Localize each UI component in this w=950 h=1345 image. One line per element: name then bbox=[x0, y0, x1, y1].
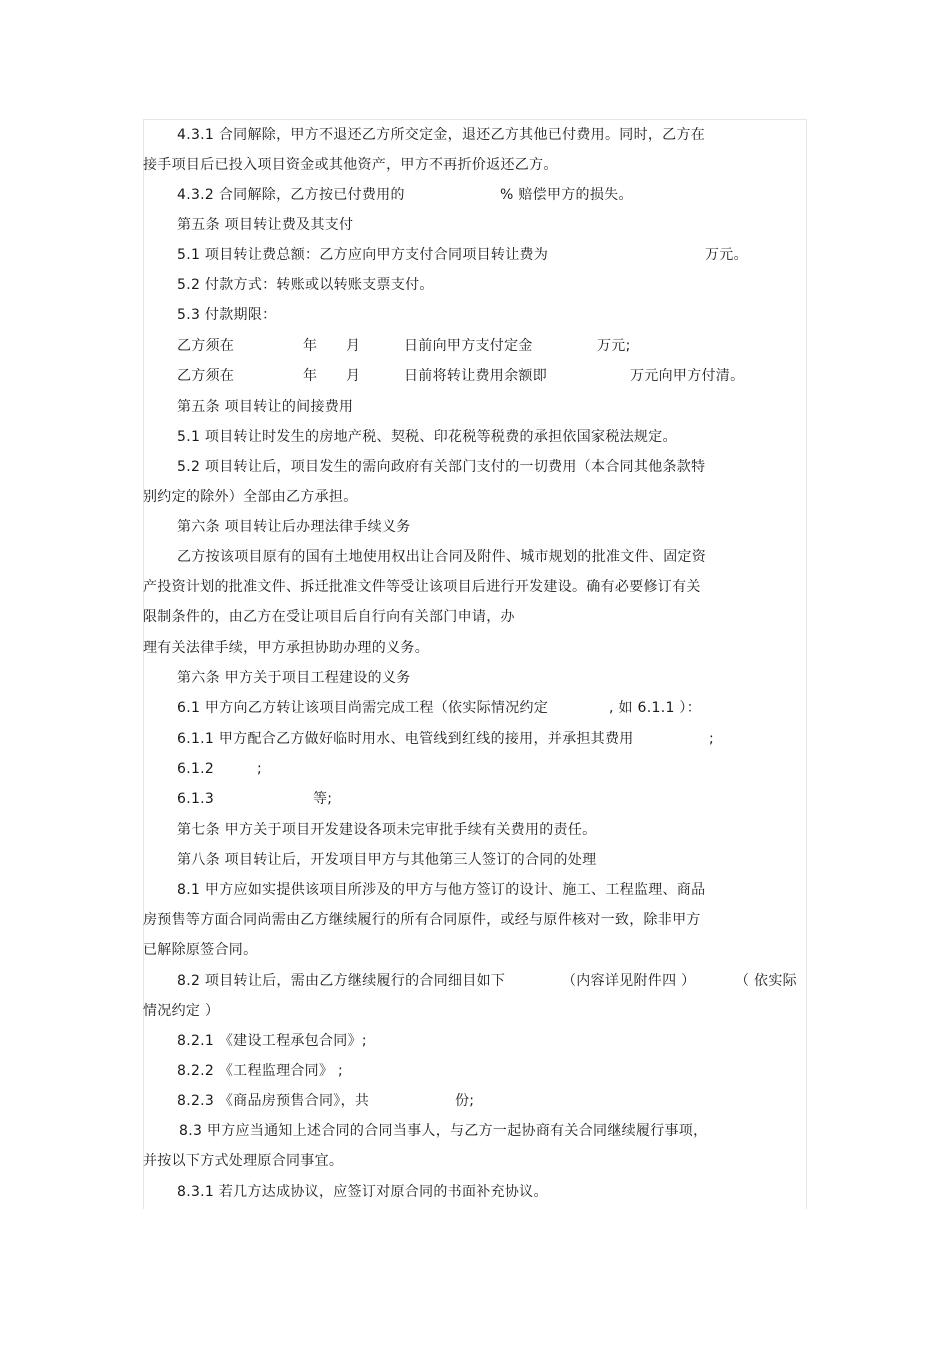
text-line-9-part-3: 月 bbox=[346, 368, 361, 384]
text-line-5-part-1: 5.1 项目转让费总额：乙方应向甲方支付合同项目转让费为 bbox=[177, 247, 549, 263]
text-line-20-part-2: , 如 6.1.1 ）： bbox=[609, 700, 702, 716]
text-line-17: 限制条件的，由乙方在受让项目后自行向有关部门申请，办 bbox=[143, 609, 515, 625]
text-line-20-part-1: 6.1 甲方向乙方转让该项目尚需完成工程（依实际情况约定 bbox=[177, 700, 549, 716]
text-line-29-part-1: 8.2 项目转让后，需由乙方继续履行的合同细目如下 bbox=[177, 973, 506, 989]
text-line-3-part-1: 4.3.2 合同解除，乙方按已付费用的 bbox=[177, 187, 405, 203]
text-line-9-part-1: 乙方须在 bbox=[177, 368, 235, 384]
text-line-29-part-2: （内容详见附件四 ） bbox=[562, 973, 696, 989]
text-line-15: 乙方按该项目原有的国有土地使用权出让合同及附件、城市规划的批准文件、固定资 bbox=[177, 549, 707, 565]
text-line-13: 别约定的除外）全部由乙方承担。 bbox=[143, 489, 358, 505]
text-line-9-part-4: 日前将转让费用余额即 bbox=[404, 368, 547, 384]
text-line-30: 情况约定 ） bbox=[143, 1003, 220, 1019]
text-line-31: 8.2.1 《建设工程承包合同》; bbox=[177, 1033, 367, 1049]
text-line-3-part-2: % 赔偿甲方的损失。 bbox=[500, 187, 633, 203]
text-line-9-part-5: 万元向甲方付清。 bbox=[630, 368, 745, 384]
text-line-8-part-3: 月 bbox=[346, 338, 361, 354]
text-line-2: 接手项目后已投入项目资金或其他资产，甲方不再折价返还乙方。 bbox=[143, 157, 558, 173]
text-line-23-part-1: 6.1.3 bbox=[177, 791, 215, 807]
text-line-36: 8.3.1 若几方达成协议，应签订对原合同的书面补充协议。 bbox=[177, 1184, 548, 1200]
text-line-9-part-2: 年 bbox=[303, 368, 318, 384]
text-line-35: 并按以下方式处理原合同事宜。 bbox=[143, 1153, 344, 1169]
text-line-16: 产投资计划的批准文件、拆迁批准文件等受让该项目后进行开发建设。确有必要修订有关 bbox=[143, 579, 701, 595]
text-line-21-part-2: ; bbox=[709, 731, 715, 747]
text-line-27: 房预售等方面合同尚需由乙方继续履行的所有合同原件，或经与原件核对一致，除非甲方 bbox=[143, 912, 701, 928]
text-line-23-part-2: 等; bbox=[313, 791, 333, 807]
text-line-11: 5.1 项目转让时发生的房地产税、契税、印花税等税费的承担依国家税法规定。 bbox=[177, 429, 677, 445]
text-line-10: 第五条 项目转让的间接费用 bbox=[177, 399, 354, 415]
text-line-24: 第七条 甲方关于项目开发建设各项未完审批手续有关费用的责任。 bbox=[177, 822, 597, 838]
text-line-12: 5.2 项目转让后，项目发生的需向政府有关部门支付的一切费用（本合同其他条款特 bbox=[177, 459, 706, 475]
text-line-19: 第六条 甲方关于项目工程建设的义务 bbox=[177, 670, 411, 686]
text-line-4: 第五条 项目转让费及其支付 bbox=[177, 217, 354, 233]
text-line-22-part-2: ; bbox=[257, 761, 263, 777]
text-line-34: 8.3 甲方应当通知上述合同的合同当事人，与乙方一起协商有关合同继续履行事项， bbox=[179, 1123, 708, 1139]
text-line-29-part-3: （ 依实际 bbox=[735, 973, 797, 989]
text-line-8-part-1: 乙方须在 bbox=[177, 338, 235, 354]
text-line-14: 第六条 项目转让后办理法律手续义务 bbox=[177, 519, 411, 535]
text-line-8-part-4: 日前向甲方支付定金 bbox=[404, 338, 533, 354]
text-line-18: 理有关法律手续，甲方承担协助办理的义务。 bbox=[143, 640, 429, 656]
text-line-33-part-2: 份; bbox=[455, 1093, 475, 1109]
text-line-8-part-5: 万元; bbox=[597, 338, 631, 354]
text-line-22-part-1: 6.1.2 bbox=[177, 761, 215, 777]
text-line-5-part-2: 万元。 bbox=[705, 247, 748, 263]
text-line-6: 5.2 付款方式：转账或以转账支票支付。 bbox=[177, 277, 434, 293]
text-line-28: 已解除原签合同。 bbox=[143, 942, 258, 958]
text-line-7: 5.3 付款期限： bbox=[177, 307, 277, 323]
text-line-1: 4.3.1 合同解除，甲方不退还乙方所交定金，退还乙方其他已付费用。同时，乙方在 bbox=[177, 127, 706, 143]
text-line-8-part-2: 年 bbox=[303, 338, 318, 354]
text-line-32: 8.2.2 《工程监理合同》 ; bbox=[177, 1063, 344, 1079]
text-line-33-part-1: 8.2.3 《商品房预售合同》，共 bbox=[177, 1093, 370, 1109]
text-line-26: 8.1 甲方应如实提供该项目所涉及的甲方与他方签订的设计、施工、工程监理、商品 bbox=[177, 882, 706, 898]
text-line-25: 第八条 项目转让后，开发项目甲方与其他第三人签订的合同的处理 bbox=[177, 852, 597, 868]
text-line-21-part-1: 6.1.1 甲方配合乙方做好临时用水、电管线到红线的接用，并承担其费用 bbox=[177, 731, 634, 747]
